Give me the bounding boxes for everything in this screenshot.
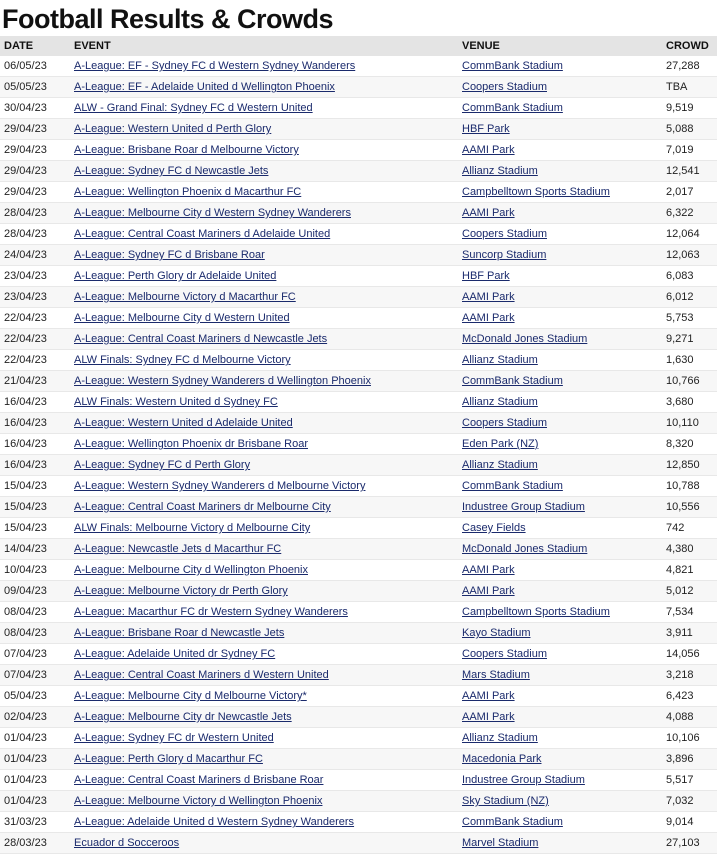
- event-cell: [70, 581, 458, 602]
- table-row: [0, 98, 717, 119]
- crowd-cell: 12,541: [662, 161, 717, 182]
- event-link[interactable]: A-League: Melbourne City d Western Sydney Wanderers: [74, 207, 351, 219]
- date-cell: 28/03/23: [0, 833, 70, 854]
- venue-link[interactable]: Eden Park (NZ): [462, 438, 539, 450]
- event-cell: [70, 287, 458, 308]
- table-row: [0, 644, 717, 665]
- venue-cell: [458, 245, 662, 266]
- date-cell: 22/04/23: [0, 308, 70, 329]
- date-cell: 08/04/23: [0, 602, 70, 623]
- crowd-cell: 14,056: [662, 644, 717, 665]
- date-cell: 31/03/23: [0, 812, 70, 833]
- crowd-cell: 12,850: [662, 455, 717, 476]
- venue-link[interactable]: CommBank Stadium: [462, 816, 563, 828]
- event-link[interactable]: ALW Finals: Western United d Sydney FC: [74, 396, 278, 408]
- crowd-cell: 9,014: [662, 812, 717, 833]
- table-row: [0, 728, 717, 749]
- venue-link[interactable]: AAMI Park: [462, 207, 515, 219]
- table-row: [0, 245, 717, 266]
- event-link[interactable]: A-League: EF - Adelaide United d Wellington Phoenix: [74, 81, 335, 93]
- crowd-cell: 4,088: [662, 707, 717, 728]
- table-row: [0, 224, 717, 245]
- crowd-cell: 6,012: [662, 287, 717, 308]
- venue-cell: [458, 119, 662, 140]
- crowd-cell: 10,556: [662, 497, 717, 518]
- event-link[interactable]: A-League: Perth Glory d Macarthur FC: [74, 753, 263, 765]
- venue-link[interactable]: CommBank Stadium: [462, 60, 563, 72]
- event-cell: [70, 119, 458, 140]
- crowd-cell: 4,821: [662, 560, 717, 581]
- venue-cell: [458, 686, 662, 707]
- venue-link[interactable]: Casey Fields: [462, 522, 526, 534]
- venue-link[interactable]: Campbelltown Sports Stadium: [462, 186, 610, 198]
- event-cell: [70, 476, 458, 497]
- event-link[interactable]: A-League: Melbourne City d Western United: [74, 312, 290, 324]
- venue-cell: [458, 308, 662, 329]
- table-header-row: [0, 36, 717, 56]
- event-link[interactable]: A-League: Melbourne City dr Newcastle Jets: [74, 711, 292, 723]
- venue-link[interactable]: Allianz Stadium: [462, 354, 538, 366]
- event-link[interactable]: A-League: Central Coast Mariners d Brisbane Roar: [74, 774, 324, 786]
- event-cell: [70, 707, 458, 728]
- date-cell: 29/04/23: [0, 161, 70, 182]
- event-cell: [70, 539, 458, 560]
- event-cell: [70, 392, 458, 413]
- event-cell: [70, 350, 458, 371]
- venue-link[interactable]: Coopers Stadium: [462, 648, 547, 660]
- table-row: [0, 287, 717, 308]
- venue-cell: [458, 707, 662, 728]
- event-cell: [70, 308, 458, 329]
- table-row: [0, 539, 717, 560]
- venue-link[interactable]: AAMI Park: [462, 564, 515, 576]
- event-link[interactable]: A-League: Macarthur FC dr Western Sydney Wanderers: [74, 606, 348, 618]
- event-cell: [70, 224, 458, 245]
- event-column-header: EVENT: [70, 36, 458, 56]
- event-link[interactable]: A-League: Brisbane Roar d Melbourne Victory: [74, 144, 299, 156]
- table-row: [0, 455, 717, 476]
- venue-cell: [458, 203, 662, 224]
- crowd-cell: 7,534: [662, 602, 717, 623]
- date-cell: 01/04/23: [0, 728, 70, 749]
- venue-cell: [458, 392, 662, 413]
- venue-link[interactable]: McDonald Jones Stadium: [462, 543, 588, 555]
- crowd-cell: 8,320: [662, 434, 717, 455]
- crowd-cell: TBA: [662, 77, 717, 98]
- event-link[interactable]: A-League: Sydney FC d Newcastle Jets: [74, 165, 269, 177]
- date-cell: 16/04/23: [0, 455, 70, 476]
- venue-cell: [458, 224, 662, 245]
- date-cell: 14/04/23: [0, 539, 70, 560]
- table-row: [0, 560, 717, 581]
- venue-link[interactable]: CommBank Stadium: [462, 102, 563, 114]
- table-row: [0, 665, 717, 686]
- crowd-cell: 12,063: [662, 245, 717, 266]
- crowd-cell: 5,088: [662, 119, 717, 140]
- crowd-cell: 5,012: [662, 581, 717, 602]
- venue-cell: [458, 455, 662, 476]
- crowd-cell: 2,017: [662, 182, 717, 203]
- crowd-cell: 1,630: [662, 350, 717, 371]
- event-cell: [70, 56, 458, 77]
- date-cell: 22/04/23: [0, 329, 70, 350]
- venue-cell: [458, 770, 662, 791]
- venue-cell: [458, 434, 662, 455]
- date-cell: 28/04/23: [0, 203, 70, 224]
- date-cell: 30/04/23: [0, 98, 70, 119]
- date-cell: 05/05/23: [0, 77, 70, 98]
- event-cell: [70, 413, 458, 434]
- venue-cell: [458, 140, 662, 161]
- crowd-cell: 9,519: [662, 98, 717, 119]
- crowd-column-header: CROWD: [662, 36, 717, 56]
- venue-link[interactable]: CommBank Stadium: [462, 375, 563, 387]
- venue-link[interactable]: Industree Group Stadium: [462, 501, 585, 513]
- crowd-cell: 3,218: [662, 665, 717, 686]
- crowd-cell: 7,032: [662, 791, 717, 812]
- date-cell: 09/04/23: [0, 581, 70, 602]
- crowd-cell: 10,766: [662, 371, 717, 392]
- table-row: [0, 329, 717, 350]
- table-row: [0, 56, 717, 77]
- event-cell: [70, 98, 458, 119]
- event-cell: [70, 266, 458, 287]
- crowd-cell: 7,019: [662, 140, 717, 161]
- event-link[interactable]: A-League: Central Coast Mariners d Newcastle Jets: [74, 333, 328, 345]
- crowd-cell: 27,103: [662, 833, 717, 854]
- event-link[interactable]: A-League: Western United d Perth Glory: [74, 123, 272, 135]
- event-cell: [70, 203, 458, 224]
- event-cell: [70, 833, 458, 854]
- date-cell: 16/04/23: [0, 413, 70, 434]
- table-row: [0, 707, 717, 728]
- event-link[interactable]: ALW Finals: Melbourne Victory d Melbourne City: [74, 522, 311, 534]
- venue-cell: [458, 581, 662, 602]
- event-link[interactable]: ALW Finals: Sydney FC d Melbourne Victory: [74, 354, 291, 366]
- date-cell: 06/05/23: [0, 56, 70, 77]
- table-row: [0, 602, 717, 623]
- event-cell: [70, 791, 458, 812]
- event-link[interactable]: A-League: Perth Glory dr Adelaide United: [74, 270, 277, 282]
- event-link[interactable]: A-League: Western Sydney Wanderers d Wellington Phoenix: [74, 375, 371, 387]
- venue-link[interactable]: Allianz Stadium: [462, 732, 538, 744]
- venue-link[interactable]: McDonald Jones Stadium: [462, 333, 588, 345]
- date-cell: 01/04/23: [0, 791, 70, 812]
- crowd-cell: 6,423: [662, 686, 717, 707]
- event-link[interactable]: A-League: Melbourne City d Melbourne Victory*: [74, 690, 307, 702]
- date-cell: 15/04/23: [0, 476, 70, 497]
- table-row: [0, 203, 717, 224]
- venue-link[interactable]: Allianz Stadium: [462, 165, 538, 177]
- table-row: [0, 623, 717, 644]
- venue-column-header: VENUE: [458, 36, 662, 56]
- venue-link[interactable]: CommBank Stadium: [462, 480, 563, 492]
- event-cell: [70, 728, 458, 749]
- event-link[interactable]: A-League: Central Coast Mariners d Adelaide United: [74, 228, 331, 240]
- event-cell: [70, 497, 458, 518]
- table-row: [0, 392, 717, 413]
- table-row: [0, 476, 717, 497]
- crowd-cell: 10,788: [662, 476, 717, 497]
- table-row: [0, 140, 717, 161]
- venue-link[interactable]: AAMI Park: [462, 585, 515, 597]
- date-cell: 10/04/23: [0, 560, 70, 581]
- date-cell: 02/04/23: [0, 707, 70, 728]
- venue-link[interactable]: HBF Park: [462, 270, 510, 282]
- event-cell: [70, 644, 458, 665]
- event-link[interactable]: A-League: Melbourne Victory dr Perth Glory: [74, 585, 288, 597]
- venue-cell: [458, 77, 662, 98]
- date-cell: 29/04/23: [0, 182, 70, 203]
- venue-cell: [458, 287, 662, 308]
- event-cell: [70, 602, 458, 623]
- venue-cell: [458, 812, 662, 833]
- event-link[interactable]: Ecuador d Socceroos: [74, 837, 180, 849]
- date-cell: 21/04/23: [0, 371, 70, 392]
- table-row: [0, 749, 717, 770]
- venue-cell: [458, 98, 662, 119]
- event-cell: [70, 371, 458, 392]
- table-row: [0, 518, 717, 539]
- table-row: [0, 308, 717, 329]
- event-link[interactable]: A-League: Brisbane Roar d Newcastle Jets: [74, 627, 285, 639]
- table-row: [0, 581, 717, 602]
- date-cell: 22/04/23: [0, 350, 70, 371]
- venue-cell: [458, 791, 662, 812]
- event-link[interactable]: A-League: Adelaide United dr Sydney FC: [74, 648, 276, 660]
- event-cell: [70, 812, 458, 833]
- results-table: [0, 36, 717, 854]
- date-cell: 01/04/23: [0, 770, 70, 791]
- event-cell: [70, 434, 458, 455]
- venue-cell: [458, 161, 662, 182]
- venue-cell: [458, 266, 662, 287]
- venue-cell: [458, 476, 662, 497]
- event-link[interactable]: ALW - Grand Final: Sydney FC d Western United: [74, 102, 313, 114]
- event-cell: [70, 518, 458, 539]
- venue-link[interactable]: AAMI Park: [462, 690, 515, 702]
- venue-link[interactable]: Kayo Stadium: [462, 627, 531, 639]
- event-cell: [70, 749, 458, 770]
- venue-link[interactable]: Coopers Stadium: [462, 81, 547, 93]
- event-cell: [70, 623, 458, 644]
- table-row: [0, 77, 717, 98]
- crowd-cell: 6,322: [662, 203, 717, 224]
- table-row: [0, 812, 717, 833]
- event-cell: [70, 77, 458, 98]
- venue-link[interactable]: Mars Stadium: [462, 669, 530, 681]
- event-link[interactable]: A-League: Melbourne City d Wellington Phoenix: [74, 564, 308, 576]
- event-link[interactable]: A-League: Melbourne Victory d Wellington Phoenix: [74, 795, 323, 807]
- event-cell: [70, 686, 458, 707]
- results-table-body: [0, 56, 717, 854]
- venue-cell: [458, 56, 662, 77]
- date-cell: 16/04/23: [0, 434, 70, 455]
- venue-link[interactable]: Marvel Stadium: [462, 837, 539, 849]
- date-cell: 07/04/23: [0, 644, 70, 665]
- venue-link[interactable]: AAMI Park: [462, 291, 515, 303]
- event-cell: [70, 161, 458, 182]
- crowd-cell: 4,380: [662, 539, 717, 560]
- event-link[interactable]: A-League: Sydney FC dr Western United: [74, 732, 274, 744]
- event-link[interactable]: A-League: Sydney FC d Perth Glory: [74, 459, 251, 471]
- venue-link[interactable]: Allianz Stadium: [462, 396, 538, 408]
- venue-cell: [458, 560, 662, 581]
- event-cell: [70, 560, 458, 581]
- event-link[interactable]: A-League: Wellington Phoenix dr Brisbane Roar: [74, 438, 308, 450]
- table-row: [0, 266, 717, 287]
- table-row: [0, 413, 717, 434]
- table-row: [0, 686, 717, 707]
- crowd-cell: 742: [662, 518, 717, 539]
- crowd-cell: 10,106: [662, 728, 717, 749]
- crowd-cell: 9,271: [662, 329, 717, 350]
- venue-cell: [458, 602, 662, 623]
- venue-link[interactable]: Allianz Stadium: [462, 459, 538, 471]
- date-column-header: DATE: [0, 36, 70, 56]
- venue-cell: [458, 623, 662, 644]
- crowd-cell: 3,896: [662, 749, 717, 770]
- venue-cell: [458, 665, 662, 686]
- date-cell: 23/04/23: [0, 287, 70, 308]
- event-cell: [70, 245, 458, 266]
- crowd-cell: 3,680: [662, 392, 717, 413]
- page-title: Football Results & Crowds: [2, 4, 334, 34]
- venue-link[interactable]: AAMI Park: [462, 711, 515, 723]
- crowd-cell: 12,064: [662, 224, 717, 245]
- crowd-cell: 5,517: [662, 770, 717, 791]
- venue-link[interactable]: Macedonia Park: [462, 753, 542, 765]
- venue-link[interactable]: Industree Group Stadium: [462, 774, 585, 786]
- venue-cell: [458, 329, 662, 350]
- event-link[interactable]: A-League: Sydney FC d Brisbane Roar: [74, 249, 265, 261]
- table-row: [0, 770, 717, 791]
- venue-cell: [458, 413, 662, 434]
- event-link[interactable]: A-League: Western Sydney Wanderers d Melbourne Victory: [74, 480, 366, 492]
- crowd-cell: 27,288: [662, 56, 717, 77]
- venue-link[interactable]: AAMI Park: [462, 312, 515, 324]
- table-row: [0, 350, 717, 371]
- event-link[interactable]: A-League: Melbourne Victory d Macarthur FC: [74, 291, 296, 303]
- venue-link[interactable]: Coopers Stadium: [462, 417, 547, 429]
- venue-cell: [458, 350, 662, 371]
- table-row: [0, 434, 717, 455]
- venue-link[interactable]: Sky Stadium (NZ): [462, 795, 549, 807]
- event-cell: [70, 140, 458, 161]
- date-cell: 24/04/23: [0, 245, 70, 266]
- table-row: [0, 497, 717, 518]
- table-row: [0, 182, 717, 203]
- event-link[interactable]: A-League: Wellington Phoenix d Macarthur FC: [74, 186, 302, 198]
- date-cell: 07/04/23: [0, 665, 70, 686]
- venue-cell: [458, 644, 662, 665]
- event-cell: [70, 329, 458, 350]
- venue-cell: [458, 833, 662, 854]
- date-cell: 28/04/23: [0, 224, 70, 245]
- date-cell: 05/04/23: [0, 686, 70, 707]
- date-cell: 08/04/23: [0, 623, 70, 644]
- date-cell: 15/04/23: [0, 497, 70, 518]
- venue-cell: [458, 518, 662, 539]
- venue-cell: [458, 728, 662, 749]
- event-cell: [70, 665, 458, 686]
- venue-cell: [458, 539, 662, 560]
- date-cell: 23/04/23: [0, 266, 70, 287]
- event-link[interactable]: A-League: EF - Sydney FC d Western Sydney Wanderers: [74, 60, 356, 72]
- crowd-cell: 6,083: [662, 266, 717, 287]
- event-link[interactable]: A-League: Central Coast Mariners d Western United: [74, 669, 329, 681]
- event-cell: [70, 770, 458, 791]
- table-row: [0, 161, 717, 182]
- event-link[interactable]: A-League: Western United d Adelaide United: [74, 417, 293, 429]
- date-cell: 29/04/23: [0, 140, 70, 161]
- crowd-cell: 10,110: [662, 413, 717, 434]
- crowd-cell: 3,911: [662, 623, 717, 644]
- venue-link[interactable]: HBF Park: [462, 123, 510, 135]
- venue-cell: [458, 497, 662, 518]
- table-row: [0, 833, 717, 854]
- venue-link[interactable]: Coopers Stadium: [462, 228, 547, 240]
- venue-link[interactable]: Suncorp Stadium: [462, 249, 547, 261]
- crowd-cell: 5,753: [662, 308, 717, 329]
- date-cell: 15/04/23: [0, 518, 70, 539]
- event-link[interactable]: A-League: Adelaide United d Western Sydney Wanderers: [74, 816, 355, 828]
- table-row: [0, 371, 717, 392]
- venue-link[interactable]: Campbelltown Sports Stadium: [462, 606, 610, 618]
- table-row: [0, 119, 717, 140]
- event-cell: [70, 182, 458, 203]
- date-cell: 01/04/23: [0, 749, 70, 770]
- event-cell: [70, 455, 458, 476]
- event-link[interactable]: A-League: Newcastle Jets d Macarthur FC: [74, 543, 282, 555]
- date-cell: 16/04/23: [0, 392, 70, 413]
- venue-cell: [458, 371, 662, 392]
- event-link[interactable]: A-League: Central Coast Mariners dr Melbourne City: [74, 501, 331, 513]
- venue-link[interactable]: AAMI Park: [462, 144, 515, 156]
- venue-cell: [458, 182, 662, 203]
- table-row: [0, 791, 717, 812]
- date-cell: 29/04/23: [0, 119, 70, 140]
- venue-cell: [458, 749, 662, 770]
